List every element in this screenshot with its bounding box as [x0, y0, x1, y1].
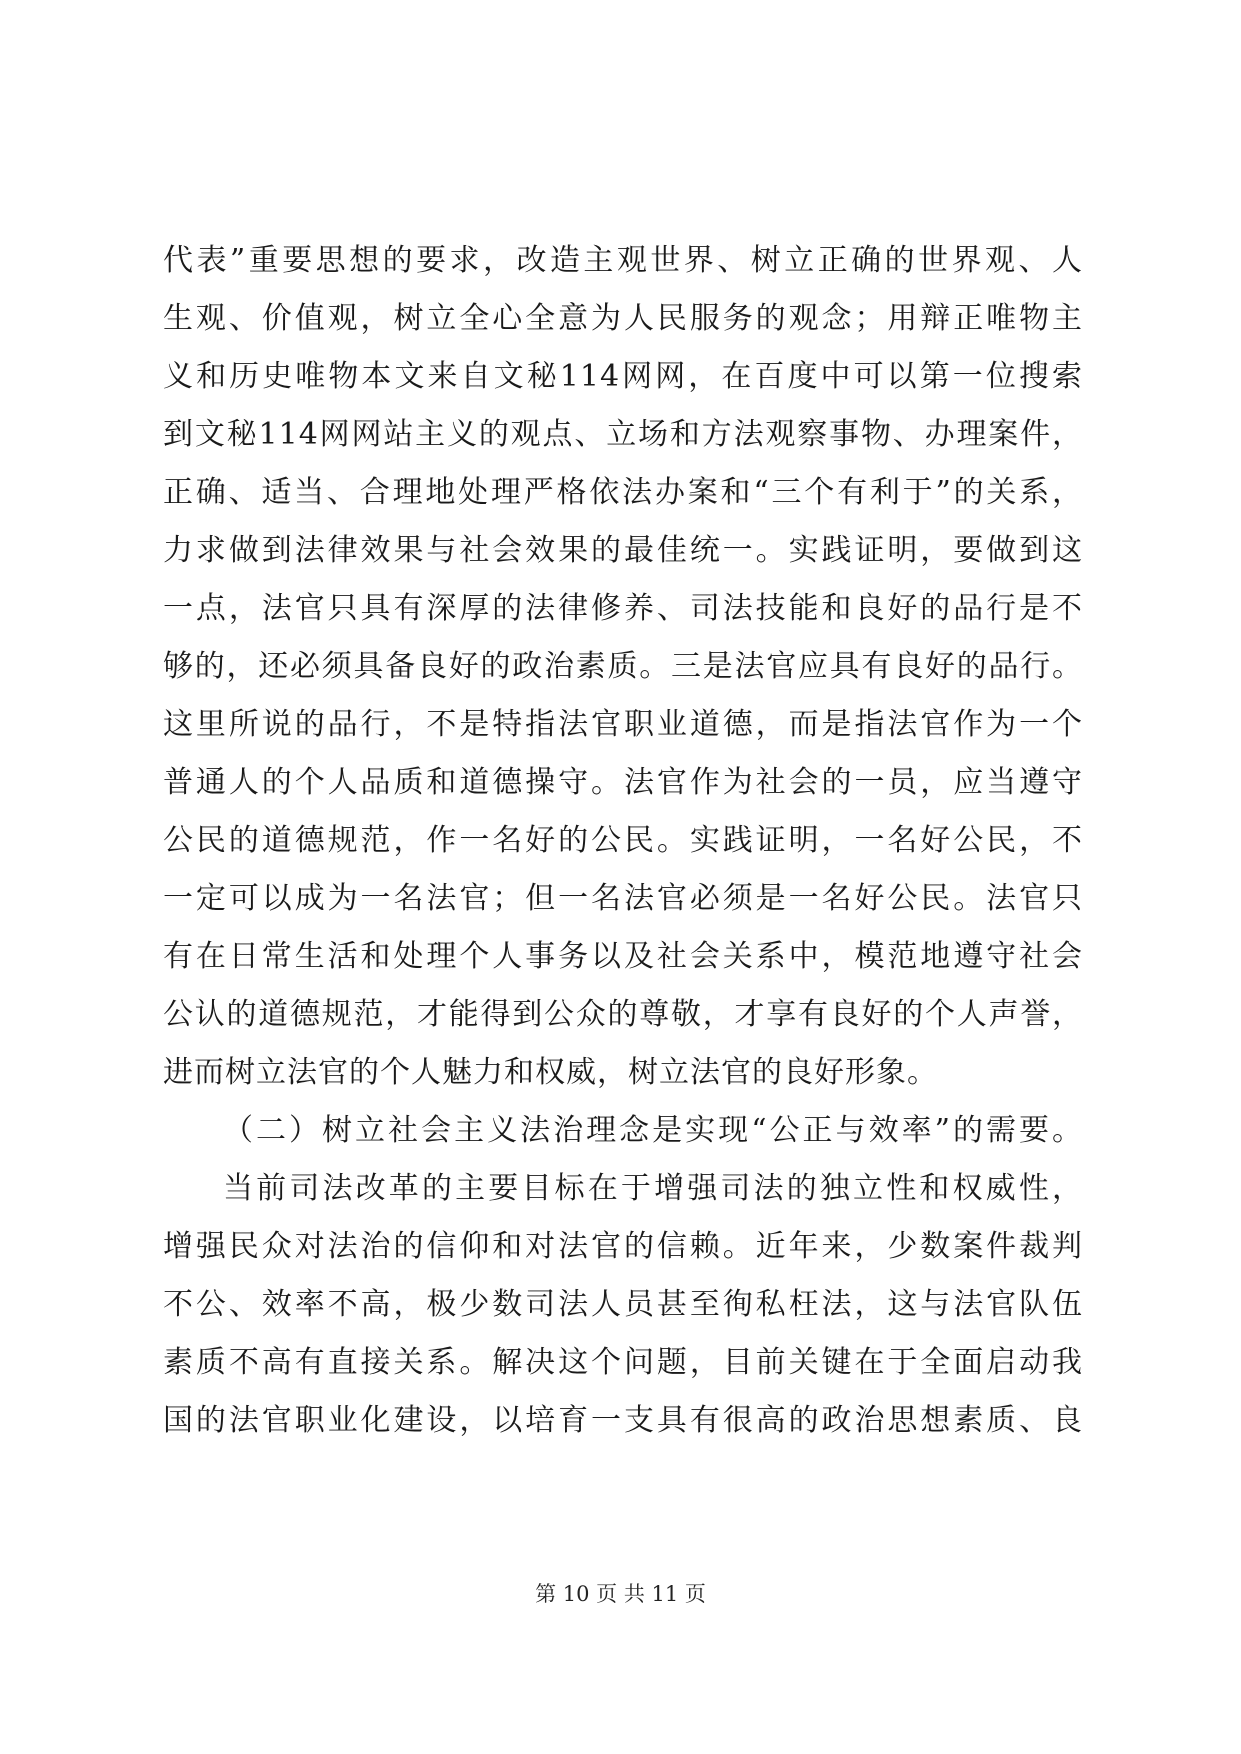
text-line: 有在日常生活和处理个人事务以及社会关系中，模范地遵守社会 [163, 939, 1083, 974]
text-line: 到文秘114网网站主义的观点、立场和方法观察事物、办理案件， [163, 417, 1083, 452]
text-line: 代表”重要思想的要求，改造主观世界、树立正确的世界观、人 [163, 243, 1083, 278]
section-heading: （二）树立社会主义法治理念是实现“公正与效率”的需要。 [223, 1113, 1083, 1148]
text-line: 增强民众对法治的信仰和对法官的信赖。近年来，少数案件裁判 [163, 1229, 1083, 1264]
text-line: 进而树立法官的个人魅力和权威，树立法官的良好形象。 [163, 1055, 938, 1090]
text-line: 生观、价值观，树立全心全意为人民服务的观念；用辩正唯物主 [163, 301, 1083, 336]
page-number-footer: 第 10 页 共 11 页 [535, 1582, 706, 1606]
text-line: 这里所说的品行，不是特指法官职业道德，而是指法官作为一个 [163, 707, 1083, 742]
body-text [163, 232, 1083, 1450]
text-line: 普通人的个人品质和道德操守。法官作为社会的一员，应当遵守 [163, 765, 1083, 800]
text-line: 素质不高有直接关系。解决这个问题，目前关键在于全面启动我 [163, 1345, 1083, 1380]
text-line: 正确、适当、合理地处理严格依法办案和“三个有利于”的关系， [163, 475, 1083, 510]
text-line: 力求做到法律效果与社会效果的最佳统一。实践证明，要做到这 [163, 533, 1083, 568]
paragraph-first-line: 当前司法改革的主要目标在于增强司法的独立性和权威性， [223, 1171, 1083, 1206]
text-line: 国的法官职业化建设，以培育一支具有很高的政治思想素质、良 [163, 1403, 1083, 1438]
text-line: 义和历史唯物本文来自文秘114网网，在百度中可以第一位搜索 [163, 359, 1083, 394]
text-line: 一定可以成为一名法官；但一名法官必须是一名好公民。法官只 [163, 881, 1083, 916]
text-line: 一点，法官只具有深厚的法律修养、司法技能和良好的品行是不 [163, 591, 1083, 626]
text-line: 公认的道德规范，才能得到公众的尊敬，才享有良好的个人声誉， [163, 997, 1083, 1032]
text-line: 公民的道德规范，作一名好的公民。实践证明，一名好公民，不 [163, 823, 1083, 858]
text-line: 不公、效率不高，极少数司法人员甚至徇私枉法，这与法官队伍 [163, 1287, 1083, 1322]
text-line: 够的，还必须具备良好的政治素质。三是法官应具有良好的品行。 [163, 649, 1083, 684]
